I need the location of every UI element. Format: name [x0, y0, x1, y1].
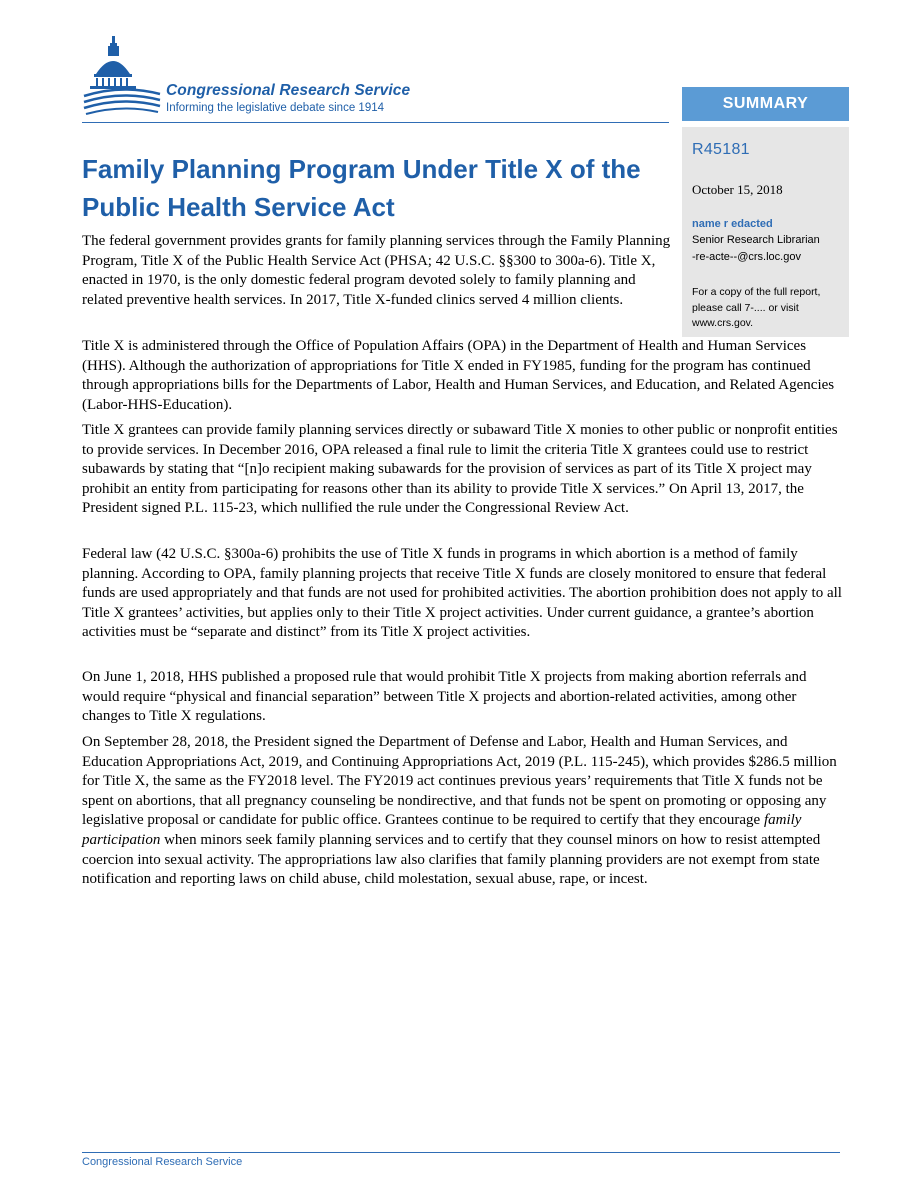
summary-paragraph: On June 1, 2018, HHS published a proposed rule that would prohibit Title X projects from making abortion referrals and would require “physical and financial separation” between Title X projects and abortion-related activities, among other changes to Title X regulations.: [82, 669, 807, 725]
copy-note: For a copy of the full report, please call 7-.... or visit www.crs.gov.: [692, 286, 821, 329]
summary-paragraph: [82, 733, 842, 890]
org-name: Congressional Research Service: [166, 82, 411, 99]
footer-org-name: Congressional Research Service: [82, 1156, 243, 1168]
report-title: Family Planning Program Under Title X of the Public Health Service Act: [82, 154, 641, 222]
emphasis-text: family participation: [82, 812, 802, 848]
paragraph-text: when minors seek family planning services and to certify that they counsel minors on how to resist attempted coercion into sexual activity. The appropriations law also clarifies that family planning providers are not exempt from state notification and reporting laws on child abuse, child molestation, sexual abuse, rape, or incest.: [82, 831, 821, 888]
report-date: October 15, 2018: [692, 182, 783, 197]
author-title: Senior Research Librarian: [692, 234, 820, 246]
author-name: name r edacted: [692, 218, 773, 230]
crs-logo: [82, 32, 502, 122]
header-divider: [82, 122, 669, 123]
org-tagline: Informing the legislative debate since 1914: [166, 102, 385, 114]
summary-sidebar: [682, 127, 849, 337]
summary-paragraph: Title X is administered through the Office of Population Affairs (OPA) in the Department of Health and Human Services (HHS). Although the authorization of appropriations for Title X ended in FY1985, funding for the program has continued through appropriations bills for the Departments of Labor, Health and Human Services, and Education, and Related Agencies (Labor-HHS-Education).: [82, 338, 835, 413]
summary-paragraph: Federal law (42 U.S.C. §300a-6) prohibits the use of Title X funds in programs in which abortion is a method of family planning. According to OPA, family planning projects that receive Title X funds are closely monitored to ensure that federal funds are used appropriately and that funds are not used for prohibited activities. The abortion prohibition does not apply to all Title X grantees’ activities, but applies only to their Title X project activities. Under current guidance, a grantee’s abortion activities must be “separate and distinct” from its Title X project activities.: [82, 546, 842, 641]
summary-heading: SUMMARY: [682, 87, 849, 121]
footer-divider: [82, 1152, 840, 1153]
paragraph-text: On September 28, 2018, the President signed the Department of Defense and Labor, Health and Human Services, and Education Appropriations Act, 2019, and Continuing Appropriations Act, 2019 (P.L. 115-245), which provides $286.5 million for Title X, the same as the FY2018 level. The FY2019 act continues previous years’ requirements that Title X funds not be spent on abortions, that all pregnancy counseling be nondirective, and that funds not be spent on promoting or opposing any legislative proposal or candidate for public office. Grantees continue to be required to certify that they encourage: [82, 734, 837, 829]
report-number: R45181: [692, 141, 750, 158]
capitol-dome-icon: [82, 32, 162, 122]
author-email[interactable]: -re-acte--@crs.loc.gov: [692, 251, 801, 263]
summary-paragraph: Title X grantees can provide family planning services directly or subaward Title X monies to other public or nonprofit entities to provide services. In December 2016, OPA released a final rule to limit the criteria Title X grantees could use to restrict subawards by stating that “[n]o recipient making subawards for the provision of services as part of its Title X project may prohibit an entity from participating for reasons other than its ability to provide Title X services.” On April 13, 2017, the President signed P.L. 115-23, which nullified the rule under the Congressional Review Act.: [82, 422, 838, 517]
summary-paragraph: The federal government provides grants for family planning services through the Family Planning Program, Title X of the Public Health Service Act (PHSA; 42 U.S.C. §§300 to 300a-6). Title X, enacted in 1970, is the only domestic federal program devoted solely to family planning and related preventive health services. In 2017, Title X-funded clinics served 4 million clients.: [82, 233, 671, 308]
